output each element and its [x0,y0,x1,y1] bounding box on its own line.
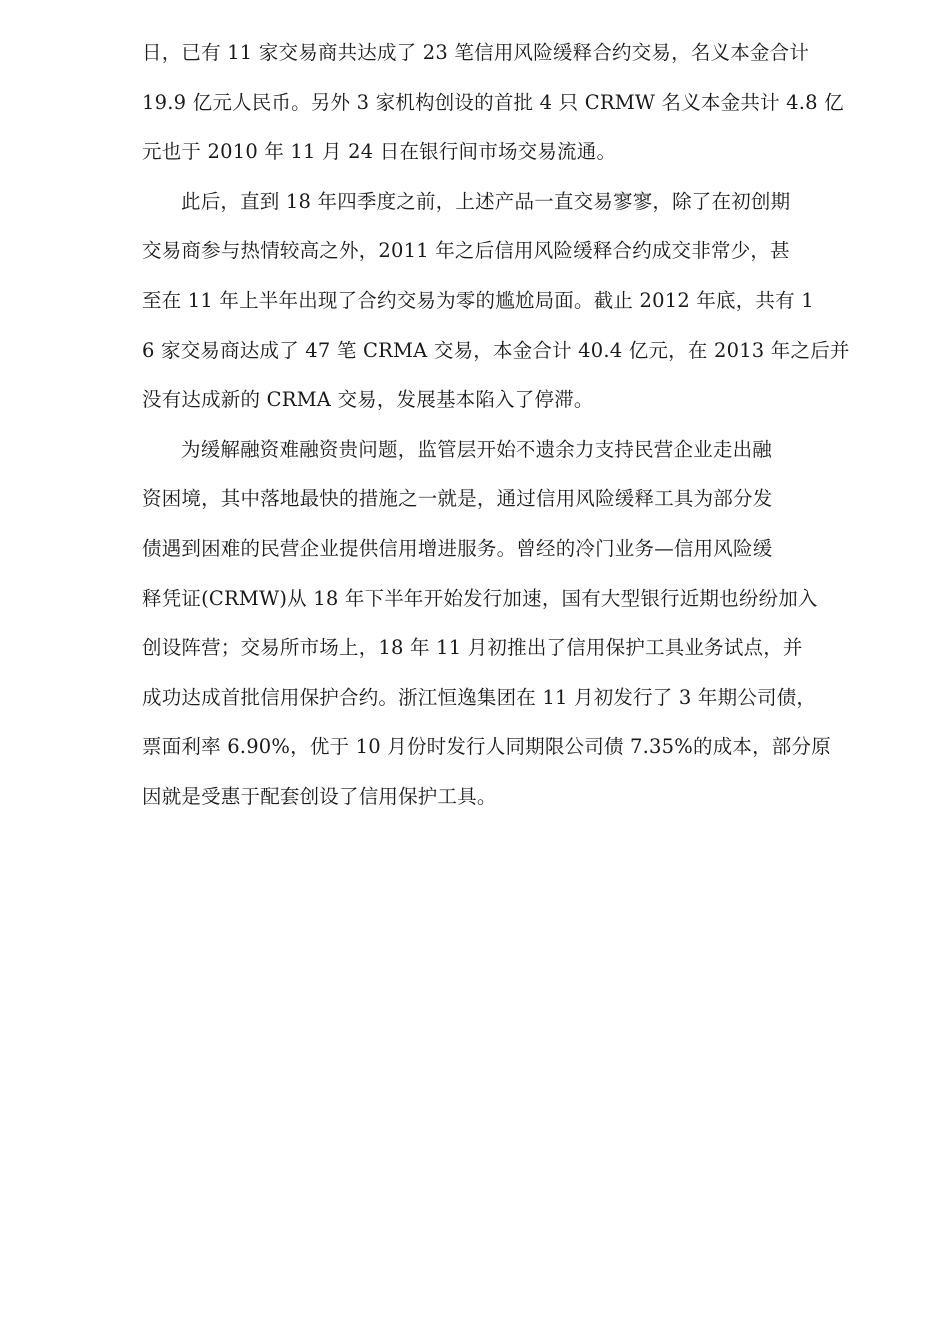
text-line: 6 家交易商达成了 47 笔 CRMA 交易，本金合计 40.4 亿元，在 2013 年之后并 [142,338,850,362]
text-line: 为缓解融资难融资贵问题，监管层开始不遗余力支持民营企业走出融 [181,437,773,461]
text-line: 日，已有 11 家交易商共达成了 23 笔信用风险缓释合约交易，名义本金合计 [142,41,810,64]
text-line: 没有达成新的 CRMA 交易，发展基本陷入了停滞。 [142,388,594,412]
text-line: 票面利率 6.90%，优于 10 月份时发行人同期限公司债 7.35%的成本，部分原 [142,735,831,759]
text-line: 创设阵营；交易所市场上，18 年 11 月初推出了信用保护工具业务试点，并 [142,636,803,660]
text-line: 释凭证(CRMW)从 18 年下半年开始发行加速，国有大型银行近期也纷纷加入 [142,586,818,610]
paragraph-2 [142,177,850,425]
document-body [142,28,850,822]
text-line: 交易商参与热情较高之外，2011 年之后信用风险缓释合约成交非常少，甚 [142,239,790,263]
paragraph-1 [142,28,844,177]
paragraph-3 [142,425,831,822]
text-line: 因就是受惠于配套创设了信用保护工具。 [142,784,497,808]
text-line: 至在 11 年上半年出现了合约交易为零的尴尬局面。截止 2012 年底，共有 1 [142,288,814,312]
text-line: 元也于 2010 年 11 月 24 日在银行间市场交易流通。 [142,140,617,164]
text-line: 债遇到困难的民营企业提供信用增进服务。曾经的冷门业务—信用风险缓 [142,536,773,560]
text-line: 此后，直到 18 年四季度之前，上述产品一直交易寥寥，除了在初创期 [181,189,791,213]
text-line: 成功达成首批信用保护合约。浙江恒逸集团在 11 月初发行了 3 年期公司债， [142,685,817,709]
text-line: 资困境，其中落地最快的措施之一就是，通过信用风险缓释工具为部分发 [142,487,773,511]
text-line: 19.9 亿元人民币。另外 3 家机构创设的首批 4 只 CRMW 名义本金共计 4.8 亿 [142,90,844,114]
